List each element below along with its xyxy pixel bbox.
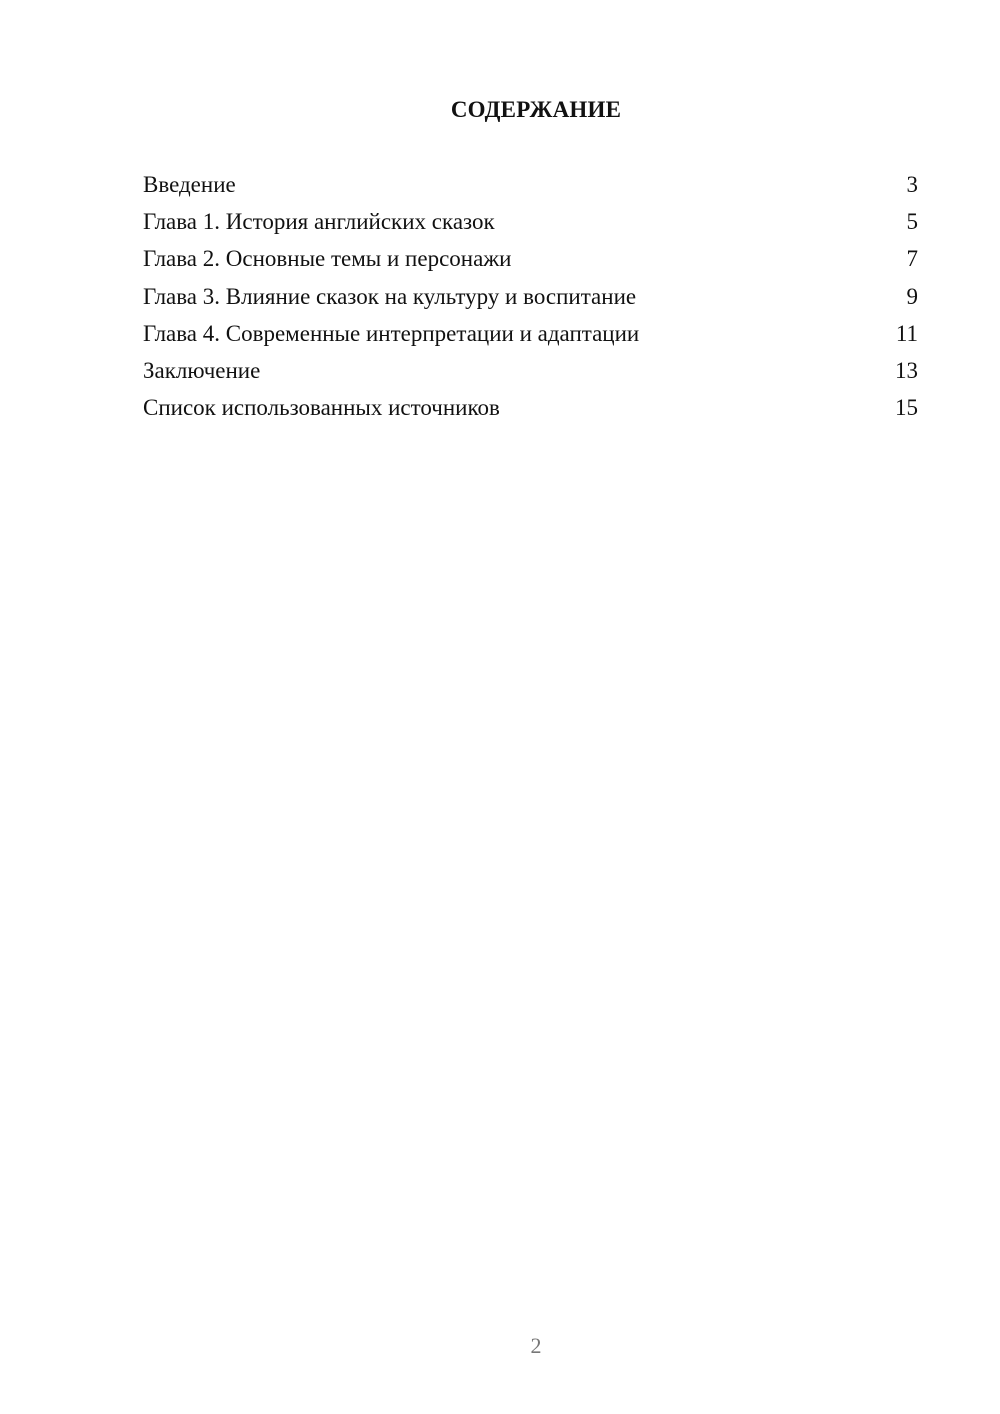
toc-entry-chapter-1[interactable] (143, 207, 918, 244)
toc-entry-page: 3 (906, 172, 918, 197)
toc-entry-title: Введение (143, 172, 236, 197)
toc-entry-chapter-4[interactable] (143, 319, 918, 356)
toc-entry-page: 15 (895, 395, 918, 421)
toc-entry-title: Глава 2. Основные темы и персонажи (143, 246, 512, 272)
toc-entry-page: 5 (906, 209, 918, 235)
toc-entry-title: Список использованных источников (143, 395, 500, 421)
toc-entry-title: Глава 3. Влияние сказок на культуру и воспитание (143, 283, 637, 309)
page-title: СОДЕРЖАНИЕ (450, 97, 622, 122)
toc-entry-chapter-2[interactable] (143, 244, 918, 281)
toc-entry-page: 11 (895, 320, 918, 346)
toc-entry-title: Глава 4. Современные интерпретации и адаптации (143, 320, 640, 346)
table-of-contents (143, 170, 918, 430)
toc-entry-page: 13 (895, 357, 918, 383)
page-number: 2 (530, 1333, 542, 1358)
toc-entry-introduction[interactable] (143, 170, 918, 207)
toc-entry-chapter-3[interactable] (143, 282, 918, 319)
toc-entry-page: 9 (906, 283, 918, 309)
toc-entry-title: Глава 1. История английских сказок (143, 209, 495, 235)
toc-entry-references[interactable] (143, 393, 918, 430)
toc-entry-title: Заключение (143, 357, 261, 383)
toc-entry-page: 7 (906, 246, 918, 272)
toc-entry-conclusion[interactable] (143, 356, 918, 393)
